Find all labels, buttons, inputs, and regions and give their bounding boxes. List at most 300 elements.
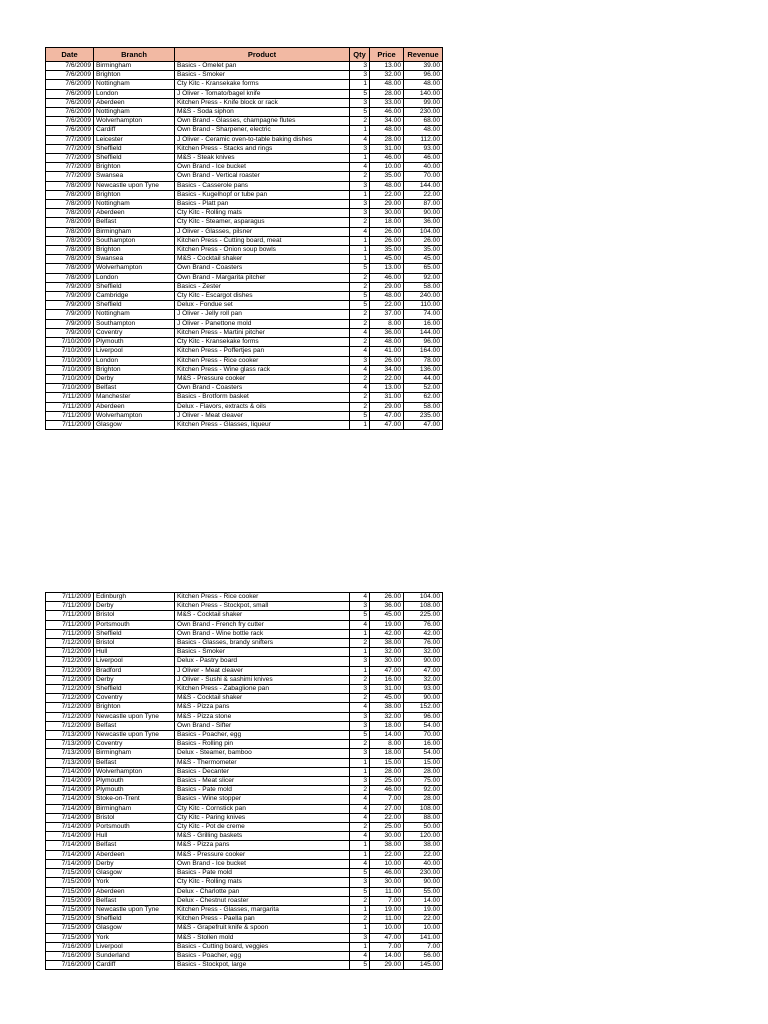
cell-revenue: 10.00 bbox=[404, 924, 443, 933]
cell-qty: 5 bbox=[350, 887, 370, 896]
table-row bbox=[46, 758, 443, 767]
table-row bbox=[46, 190, 443, 199]
cell-date: 7/15/2009 bbox=[46, 869, 94, 878]
cell-date: 7/9/2009 bbox=[46, 292, 94, 301]
cell-revenue: 90.00 bbox=[404, 694, 443, 703]
cell-qty: 2 bbox=[350, 675, 370, 684]
cell-revenue: 36.00 bbox=[404, 218, 443, 227]
cell-product: Kitchen Press - Poffertjes pan bbox=[175, 347, 350, 356]
cell-qty: 2 bbox=[350, 915, 370, 924]
cell-date: 7/12/2009 bbox=[46, 675, 94, 684]
cell-product: Delux - Steamer, bamboo bbox=[175, 749, 350, 758]
cell-product: J Oliver - Meat cleaver bbox=[175, 411, 350, 420]
cell-branch: Wolverhampton bbox=[94, 117, 175, 126]
cell-branch: Nottingham bbox=[94, 310, 175, 319]
cell-qty: 2 bbox=[350, 338, 370, 347]
cell-revenue: 55.00 bbox=[404, 887, 443, 896]
cell-revenue: 48.00 bbox=[404, 80, 443, 89]
cell-revenue: 48.00 bbox=[404, 126, 443, 135]
cell-branch: London bbox=[94, 356, 175, 365]
cell-branch: Nottingham bbox=[94, 80, 175, 89]
cell-revenue: 93.00 bbox=[404, 685, 443, 694]
table-row bbox=[46, 374, 443, 383]
table-row bbox=[46, 62, 443, 71]
cell-product: Cty Kitc - Rolling mats bbox=[175, 209, 350, 218]
cell-qty: 1 bbox=[350, 236, 370, 245]
cell-date: 7/11/2009 bbox=[46, 402, 94, 411]
table-row bbox=[46, 163, 443, 172]
table-row bbox=[46, 218, 443, 227]
cell-qty: 3 bbox=[350, 777, 370, 786]
table-row bbox=[46, 154, 443, 163]
cell-revenue: 50.00 bbox=[404, 823, 443, 832]
cell-branch: Sheffield bbox=[94, 144, 175, 153]
cell-revenue: 99.00 bbox=[404, 98, 443, 107]
cell-revenue: 78.00 bbox=[404, 356, 443, 365]
cell-qty: 1 bbox=[350, 841, 370, 850]
table-row bbox=[46, 905, 443, 914]
cell-price: 8.00 bbox=[370, 319, 404, 328]
cell-price: 10.00 bbox=[370, 859, 404, 868]
table-row bbox=[46, 786, 443, 795]
cell-qty: 3 bbox=[350, 98, 370, 107]
cell-date: 7/15/2009 bbox=[46, 924, 94, 933]
cell-date: 7/8/2009 bbox=[46, 273, 94, 282]
cell-product: Basics - Poacher, egg bbox=[175, 951, 350, 960]
cell-qty: 5 bbox=[350, 108, 370, 117]
cell-revenue: 35.00 bbox=[404, 246, 443, 255]
cell-qty: 1 bbox=[350, 924, 370, 933]
cell-qty: 2 bbox=[350, 639, 370, 648]
cell-revenue: 44.00 bbox=[404, 374, 443, 383]
cell-qty: 2 bbox=[350, 694, 370, 703]
cell-revenue: 110.00 bbox=[404, 301, 443, 310]
cell-qty: 4 bbox=[350, 620, 370, 629]
cell-price: 19.00 bbox=[370, 905, 404, 914]
cell-revenue: 62.00 bbox=[404, 393, 443, 402]
cell-branch: Derby bbox=[94, 374, 175, 383]
cell-revenue: 92.00 bbox=[404, 786, 443, 795]
cell-branch: Glasgow bbox=[94, 869, 175, 878]
cell-date: 7/8/2009 bbox=[46, 236, 94, 245]
cell-revenue: 93.00 bbox=[404, 144, 443, 153]
cell-branch: Liverpool bbox=[94, 347, 175, 356]
cell-branch: Belfast bbox=[94, 384, 175, 393]
table-row bbox=[46, 804, 443, 813]
cell-branch: Belfast bbox=[94, 896, 175, 905]
cell-qty: 1 bbox=[350, 767, 370, 776]
cell-qty: 4 bbox=[350, 384, 370, 393]
cell-branch: Newcastle upon Tyne bbox=[94, 181, 175, 190]
cell-price: 7.00 bbox=[370, 942, 404, 951]
cell-revenue: 28.00 bbox=[404, 767, 443, 776]
cell-qty: 1 bbox=[350, 666, 370, 675]
cell-product: Own Brand - Coasters bbox=[175, 384, 350, 393]
cell-date: 7/14/2009 bbox=[46, 850, 94, 859]
cell-product: M&S - Grilling baskets bbox=[175, 832, 350, 841]
cell-branch: Cardiff bbox=[94, 126, 175, 135]
cell-qty: 3 bbox=[350, 878, 370, 887]
cell-date: 7/14/2009 bbox=[46, 859, 94, 868]
cell-branch: York bbox=[94, 878, 175, 887]
table-row bbox=[46, 108, 443, 117]
cell-price: 26.00 bbox=[370, 356, 404, 365]
cell-date: 7/9/2009 bbox=[46, 282, 94, 291]
cell-qty: 5 bbox=[350, 611, 370, 620]
table-row bbox=[46, 282, 443, 291]
cell-branch: Coventry bbox=[94, 740, 175, 749]
cell-price: 38.00 bbox=[370, 841, 404, 850]
cell-product: M&S - Stollen mold bbox=[175, 933, 350, 942]
cell-product: Basics - Zester bbox=[175, 282, 350, 291]
cell-product: Delux - Fondue set bbox=[175, 301, 350, 310]
cell-price: 29.00 bbox=[370, 402, 404, 411]
cell-price: 25.00 bbox=[370, 777, 404, 786]
cell-branch: Newcastle upon Tyne bbox=[94, 731, 175, 740]
cell-product: Own Brand - Wine bottle rack bbox=[175, 629, 350, 638]
cell-revenue: 70.00 bbox=[404, 731, 443, 740]
cell-revenue: 140.00 bbox=[404, 89, 443, 98]
cell-qty: 2 bbox=[350, 896, 370, 905]
cell-price: 29.00 bbox=[370, 282, 404, 291]
cell-price: 47.00 bbox=[370, 420, 404, 429]
cell-qty: 4 bbox=[350, 859, 370, 868]
cell-revenue: 22.00 bbox=[404, 915, 443, 924]
cell-price: 37.00 bbox=[370, 310, 404, 319]
header-product: Product bbox=[175, 48, 350, 62]
cell-qty: 1 bbox=[350, 126, 370, 135]
cell-branch: Brighton bbox=[94, 703, 175, 712]
cell-price: 46.00 bbox=[370, 869, 404, 878]
cell-revenue: 54.00 bbox=[404, 749, 443, 758]
cell-date: 7/12/2009 bbox=[46, 639, 94, 648]
cell-revenue: 92.00 bbox=[404, 273, 443, 282]
cell-qty: 3 bbox=[350, 62, 370, 71]
cell-revenue: 104.00 bbox=[404, 593, 443, 602]
cell-price: 46.00 bbox=[370, 273, 404, 282]
table-row bbox=[46, 347, 443, 356]
cell-product: M&S - Cocktail shaker bbox=[175, 255, 350, 264]
cell-qty: 5 bbox=[350, 961, 370, 970]
cell-product: Basics - Smoker bbox=[175, 648, 350, 657]
table-row bbox=[46, 685, 443, 694]
cell-branch: Sheffield bbox=[94, 629, 175, 638]
cell-branch: Glasgow bbox=[94, 420, 175, 429]
cell-date: 7/13/2009 bbox=[46, 749, 94, 758]
table-row bbox=[46, 666, 443, 675]
cell-price: 26.00 bbox=[370, 227, 404, 236]
cell-product: Kitchen Press - Rice cooker bbox=[175, 593, 350, 602]
cell-revenue: 230.00 bbox=[404, 108, 443, 117]
cell-product: J Oliver - Glasses, pilsner bbox=[175, 227, 350, 236]
cell-qty: 1 bbox=[350, 255, 370, 264]
cell-qty: 2 bbox=[350, 172, 370, 181]
table-row bbox=[46, 356, 443, 365]
table-row bbox=[46, 602, 443, 611]
cell-product: M&S - Cocktail shaker bbox=[175, 694, 350, 703]
cell-product: J Oliver - Ceramic oven-to-table baking dishes bbox=[175, 135, 350, 144]
cell-price: 45.00 bbox=[370, 611, 404, 620]
cell-price: 15.00 bbox=[370, 758, 404, 767]
cell-revenue: 16.00 bbox=[404, 740, 443, 749]
cell-product: J Oliver - Sushi & sashimi knives bbox=[175, 675, 350, 684]
cell-date: 7/12/2009 bbox=[46, 703, 94, 712]
cell-branch: Wolverhampton bbox=[94, 264, 175, 273]
cell-date: 7/15/2009 bbox=[46, 915, 94, 924]
cell-qty: 3 bbox=[350, 602, 370, 611]
cell-revenue: 141.00 bbox=[404, 933, 443, 942]
cell-product: Basics - Decanter bbox=[175, 767, 350, 776]
cell-product: Cty Kitc - Steamer, asparagus bbox=[175, 218, 350, 227]
cell-revenue: 40.00 bbox=[404, 163, 443, 172]
cell-qty: 1 bbox=[350, 629, 370, 638]
cell-product: Own Brand - Ice bucket bbox=[175, 859, 350, 868]
cell-revenue: 52.00 bbox=[404, 384, 443, 393]
cell-price: 30.00 bbox=[370, 209, 404, 218]
table-row bbox=[46, 273, 443, 282]
cell-product: Basics - Stockpot, large bbox=[175, 961, 350, 970]
cell-revenue: 88.00 bbox=[404, 813, 443, 822]
cell-product: Kitchen Press - Cutting board, meat bbox=[175, 236, 350, 245]
cell-qty: 4 bbox=[350, 328, 370, 337]
cell-date: 7/14/2009 bbox=[46, 767, 94, 776]
cell-price: 22.00 bbox=[370, 850, 404, 859]
cell-date: 7/15/2009 bbox=[46, 933, 94, 942]
cell-product: Own Brand - Glasses, champagne flutes bbox=[175, 117, 350, 126]
cell-date: 7/6/2009 bbox=[46, 98, 94, 107]
cell-price: 36.00 bbox=[370, 328, 404, 337]
cell-qty: 2 bbox=[350, 319, 370, 328]
cell-date: 7/8/2009 bbox=[46, 255, 94, 264]
cell-date: 7/14/2009 bbox=[46, 804, 94, 813]
cell-qty: 4 bbox=[350, 832, 370, 841]
cell-branch: Brighton bbox=[94, 190, 175, 199]
table-row bbox=[46, 246, 443, 255]
table-row bbox=[46, 227, 443, 236]
cell-date: 7/9/2009 bbox=[46, 301, 94, 310]
cell-product: Basics - Pate mold bbox=[175, 869, 350, 878]
cell-date: 7/11/2009 bbox=[46, 611, 94, 620]
cell-qty: 1 bbox=[350, 758, 370, 767]
cell-price: 29.00 bbox=[370, 200, 404, 209]
cell-price: 32.00 bbox=[370, 712, 404, 721]
cell-branch: Cambridge bbox=[94, 292, 175, 301]
table-row bbox=[46, 264, 443, 273]
cell-price: 25.00 bbox=[370, 823, 404, 832]
cell-product: Kitchen Press - Onion soup bowls bbox=[175, 246, 350, 255]
cell-qty: 2 bbox=[350, 823, 370, 832]
cell-product: Own Brand - Sharpener, electric bbox=[175, 126, 350, 135]
cell-date: 7/10/2009 bbox=[46, 365, 94, 374]
cell-price: 48.00 bbox=[370, 126, 404, 135]
cell-qty: 2 bbox=[350, 740, 370, 749]
cell-price: 11.00 bbox=[370, 887, 404, 896]
cell-product: Delux - Charlotte pan bbox=[175, 887, 350, 896]
cell-qty: 3 bbox=[350, 71, 370, 80]
cell-price: 16.00 bbox=[370, 675, 404, 684]
table-row bbox=[46, 749, 443, 758]
cell-qty: 2 bbox=[350, 402, 370, 411]
cell-revenue: 76.00 bbox=[404, 639, 443, 648]
cell-branch: Derby bbox=[94, 859, 175, 868]
cell-product: Basics - Smoker bbox=[175, 71, 350, 80]
cell-product: M&S - Pizza pans bbox=[175, 703, 350, 712]
cell-qty: 3 bbox=[350, 200, 370, 209]
cell-price: 18.00 bbox=[370, 749, 404, 758]
cell-branch: Bristol bbox=[94, 611, 175, 620]
cell-branch: Plymouth bbox=[94, 777, 175, 786]
cell-qty: 3 bbox=[350, 181, 370, 190]
table-row bbox=[46, 200, 443, 209]
cell-branch: Portsmouth bbox=[94, 620, 175, 629]
cell-revenue: 230.00 bbox=[404, 869, 443, 878]
cell-date: 7/15/2009 bbox=[46, 878, 94, 887]
cell-revenue: 54.00 bbox=[404, 721, 443, 730]
cell-product: Kitchen Press - Wine glass rack bbox=[175, 365, 350, 374]
cell-branch: Wolverhampton bbox=[94, 411, 175, 420]
table-row bbox=[46, 365, 443, 374]
cell-price: 30.00 bbox=[370, 832, 404, 841]
cell-qty: 4 bbox=[350, 365, 370, 374]
cell-branch: Hull bbox=[94, 648, 175, 657]
table-row bbox=[46, 657, 443, 666]
cell-qty: 3 bbox=[350, 144, 370, 153]
cell-qty: 5 bbox=[350, 869, 370, 878]
cell-date: 7/15/2009 bbox=[46, 887, 94, 896]
cell-branch: Leicester bbox=[94, 135, 175, 144]
cell-revenue: 144.00 bbox=[404, 181, 443, 190]
table-row bbox=[46, 181, 443, 190]
cell-branch: Aberdeen bbox=[94, 402, 175, 411]
sales-table-bottom bbox=[45, 592, 443, 970]
cell-product: Own Brand - Vertical roaster bbox=[175, 172, 350, 181]
cell-price: 46.00 bbox=[370, 786, 404, 795]
cell-price: 11.00 bbox=[370, 915, 404, 924]
cell-date: 7/8/2009 bbox=[46, 218, 94, 227]
cell-branch: Bristol bbox=[94, 813, 175, 822]
cell-date: 7/13/2009 bbox=[46, 758, 94, 767]
cell-branch: Derby bbox=[94, 675, 175, 684]
cell-revenue: 96.00 bbox=[404, 338, 443, 347]
table-row bbox=[46, 629, 443, 638]
cell-date: 7/15/2009 bbox=[46, 905, 94, 914]
cell-branch: Sheffield bbox=[94, 685, 175, 694]
cell-date: 7/6/2009 bbox=[46, 62, 94, 71]
cell-branch: Birmingham bbox=[94, 227, 175, 236]
cell-price: 34.00 bbox=[370, 117, 404, 126]
cell-branch: Brighton bbox=[94, 365, 175, 374]
cell-branch: Stoke-on-Trent bbox=[94, 795, 175, 804]
cell-branch: Sheffield bbox=[94, 915, 175, 924]
cell-price: 34.00 bbox=[370, 365, 404, 374]
cell-revenue: 112.00 bbox=[404, 135, 443, 144]
cell-price: 31.00 bbox=[370, 685, 404, 694]
cell-revenue: 65.00 bbox=[404, 264, 443, 273]
cell-date: 7/11/2009 bbox=[46, 411, 94, 420]
cell-product: Basics - Wine stopper bbox=[175, 795, 350, 804]
cell-date: 7/12/2009 bbox=[46, 685, 94, 694]
cell-branch: Southampton bbox=[94, 319, 175, 328]
header-date: Date bbox=[46, 48, 94, 62]
cell-branch: Sunderland bbox=[94, 951, 175, 960]
cell-price: 7.00 bbox=[370, 896, 404, 905]
table-row bbox=[46, 402, 443, 411]
header-branch: Branch bbox=[94, 48, 175, 62]
cell-date: 7/6/2009 bbox=[46, 126, 94, 135]
cell-revenue: 152.00 bbox=[404, 703, 443, 712]
cell-revenue: 47.00 bbox=[404, 420, 443, 429]
cell-qty: 1 bbox=[350, 80, 370, 89]
cell-product: Kitchen Press - Martini pitcher bbox=[175, 328, 350, 337]
cell-date: 7/8/2009 bbox=[46, 200, 94, 209]
cell-product: Kitchen Press - Paella pan bbox=[175, 915, 350, 924]
cell-revenue: 235.00 bbox=[404, 411, 443, 420]
cell-qty: 3 bbox=[350, 657, 370, 666]
cell-date: 7/11/2009 bbox=[46, 420, 94, 429]
cell-date: 7/12/2009 bbox=[46, 657, 94, 666]
cell-date: 7/9/2009 bbox=[46, 328, 94, 337]
cell-price: 38.00 bbox=[370, 703, 404, 712]
table-row bbox=[46, 767, 443, 776]
table-row bbox=[46, 98, 443, 107]
cell-date: 7/6/2009 bbox=[46, 71, 94, 80]
cell-date: 7/16/2009 bbox=[46, 942, 94, 951]
cell-price: 14.00 bbox=[370, 951, 404, 960]
cell-date: 7/6/2009 bbox=[46, 89, 94, 98]
cell-price: 45.00 bbox=[370, 694, 404, 703]
cell-price: 8.00 bbox=[370, 740, 404, 749]
cell-product: M&S - Cocktail shaker bbox=[175, 611, 350, 620]
cell-product: Delux - Pastry board bbox=[175, 657, 350, 666]
cell-date: 7/12/2009 bbox=[46, 712, 94, 721]
cell-branch: Aberdeen bbox=[94, 850, 175, 859]
cell-qty: 4 bbox=[350, 135, 370, 144]
cell-revenue: 104.00 bbox=[404, 227, 443, 236]
cell-branch: Brighton bbox=[94, 246, 175, 255]
cell-product: Kitchen Press - Zabaglione pan bbox=[175, 685, 350, 694]
cell-product: M&S - Soda siphon bbox=[175, 108, 350, 117]
cell-qty: 4 bbox=[350, 813, 370, 822]
cell-revenue: 70.00 bbox=[404, 172, 443, 181]
cell-price: 45.00 bbox=[370, 255, 404, 264]
cell-revenue: 58.00 bbox=[404, 282, 443, 291]
cell-revenue: 108.00 bbox=[404, 804, 443, 813]
cell-price: 41.00 bbox=[370, 347, 404, 356]
cell-date: 7/14/2009 bbox=[46, 832, 94, 841]
cell-price: 33.00 bbox=[370, 98, 404, 107]
cell-product: Basics - Cutting board, veggies bbox=[175, 942, 350, 951]
table-row bbox=[46, 292, 443, 301]
cell-branch: York bbox=[94, 933, 175, 942]
cell-product: M&S - Pizza stone bbox=[175, 712, 350, 721]
cell-product: Basics - Rolling pin bbox=[175, 740, 350, 749]
cell-product: Cty Kitc - Kransekake forms bbox=[175, 338, 350, 347]
table-row bbox=[46, 209, 443, 218]
cell-date: 7/8/2009 bbox=[46, 181, 94, 190]
table-row bbox=[46, 859, 443, 868]
cell-revenue: 87.00 bbox=[404, 200, 443, 209]
cell-product: M&S - Steak knives bbox=[175, 154, 350, 163]
cell-branch: Nottingham bbox=[94, 200, 175, 209]
cell-branch: London bbox=[94, 273, 175, 282]
cell-product: J Oliver - Meat cleaver bbox=[175, 666, 350, 675]
cell-product: Kitchen Press - Glasses, margarita bbox=[175, 905, 350, 914]
cell-product: Cty Kitc - Cornstick pan bbox=[175, 804, 350, 813]
cell-revenue: 19.00 bbox=[404, 905, 443, 914]
cell-product: Kitchen Press - Stacks and rings bbox=[175, 144, 350, 153]
cell-revenue: 225.00 bbox=[404, 611, 443, 620]
cell-price: 13.00 bbox=[370, 264, 404, 273]
